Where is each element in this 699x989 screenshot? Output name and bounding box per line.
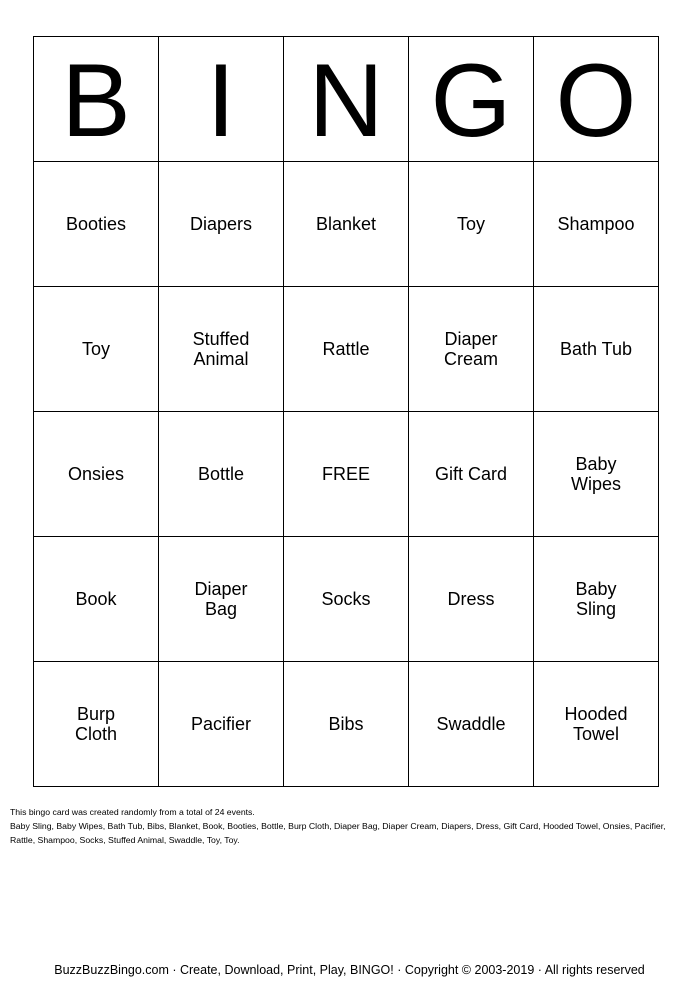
bingo-header-g: G xyxy=(409,37,534,162)
bingo-cell-label: Diaper Bag xyxy=(194,579,248,619)
bingo-cell-label: Toy xyxy=(81,339,110,359)
bingo-cell xyxy=(159,412,284,537)
bingo-cell-label: Onsies xyxy=(67,464,125,484)
bingo-cell-label: Socks xyxy=(321,589,371,609)
bingo-header-n: N xyxy=(284,37,409,162)
event-list: Baby Sling, Baby Wipes, Bath Tub, Bibs, Blanket, Book, Booties, Bottle, Burp Cloth, Diaper Bag, Diaper Cream, Diapers, Dress, Gift Card, Hooded Towel, Onsies, Pacifier, Rattle, Shampoo, Socks, Stuffed Animal, Swaddle, Toy, Toy. xyxy=(10,821,666,845)
bingo-cell-label: Baby Wipes xyxy=(570,454,621,494)
bingo-cell-label: Rattle xyxy=(322,339,370,359)
bingo-cell xyxy=(409,287,534,412)
bingo-header-b: B xyxy=(34,37,159,162)
bingo-header-o: O xyxy=(534,37,659,162)
bingo-cell-label: Burp Cloth xyxy=(74,704,118,744)
bingo-cell xyxy=(34,412,159,537)
bingo-row-5 xyxy=(34,662,659,787)
bingo-cell xyxy=(159,537,284,662)
bingo-cell xyxy=(34,287,159,412)
bingo-header-i: I xyxy=(159,37,284,162)
bingo-cell-label: Gift Card xyxy=(434,464,508,484)
bingo-cell-label: Bibs xyxy=(328,714,364,734)
card-generation-note: This bingo card was created randomly from a total of 24 events. xyxy=(10,807,255,817)
bingo-cell xyxy=(284,162,409,287)
bingo-cell xyxy=(159,162,284,287)
bingo-cell-label: Blanket xyxy=(315,214,377,234)
bingo-free-space xyxy=(284,412,409,537)
bingo-row-4 xyxy=(34,537,659,662)
bingo-cell-label: FREE xyxy=(321,464,370,484)
bingo-cell-label: Bottle xyxy=(197,464,245,484)
bingo-cell xyxy=(409,162,534,287)
bingo-cell xyxy=(159,662,284,787)
bingo-header-row xyxy=(34,37,659,162)
bingo-cell xyxy=(534,162,659,287)
bingo-cell-label: Bath Tub xyxy=(559,339,633,359)
bingo-cell-label: Diapers xyxy=(189,214,253,234)
bingo-cell-label: Diaper Cream xyxy=(443,329,498,369)
bingo-cell-label: Stuffed Animal xyxy=(192,329,250,369)
bingo-cell-label: Shampoo xyxy=(557,214,635,234)
bingo-row-3 xyxy=(34,412,659,537)
bingo-cell xyxy=(284,662,409,787)
bingo-row-1 xyxy=(34,162,659,287)
bingo-card xyxy=(33,36,659,787)
bingo-cell xyxy=(534,662,659,787)
bingo-row-2 xyxy=(34,287,659,412)
bingo-cell xyxy=(409,662,534,787)
bingo-cell-label: Pacifier xyxy=(190,714,252,734)
bingo-cell xyxy=(159,287,284,412)
bingo-cell-label: Baby Sling xyxy=(575,579,617,619)
bingo-cell xyxy=(409,412,534,537)
bingo-cell-label: Toy xyxy=(456,214,485,234)
bingo-cell-label: Swaddle xyxy=(436,714,506,734)
bingo-cell-label: Booties xyxy=(65,214,127,234)
bingo-cell xyxy=(34,662,159,787)
bingo-cell-label: Book xyxy=(75,589,117,609)
bingo-cell xyxy=(34,537,159,662)
bingo-cell xyxy=(409,537,534,662)
bingo-cell xyxy=(534,537,659,662)
bingo-cell-label: Hooded Towel xyxy=(564,704,628,744)
bingo-cell xyxy=(534,287,659,412)
bingo-cell xyxy=(284,537,409,662)
bingo-cell xyxy=(34,162,159,287)
site-footer: BuzzBuzzBingo.com · Create, Download, Print, Play, BINGO! · Copyright © 2003-2019 · All rights reserved xyxy=(54,963,645,977)
bingo-cell-label: Dress xyxy=(447,589,495,609)
bingo-cell xyxy=(534,412,659,537)
bingo-cell xyxy=(284,287,409,412)
